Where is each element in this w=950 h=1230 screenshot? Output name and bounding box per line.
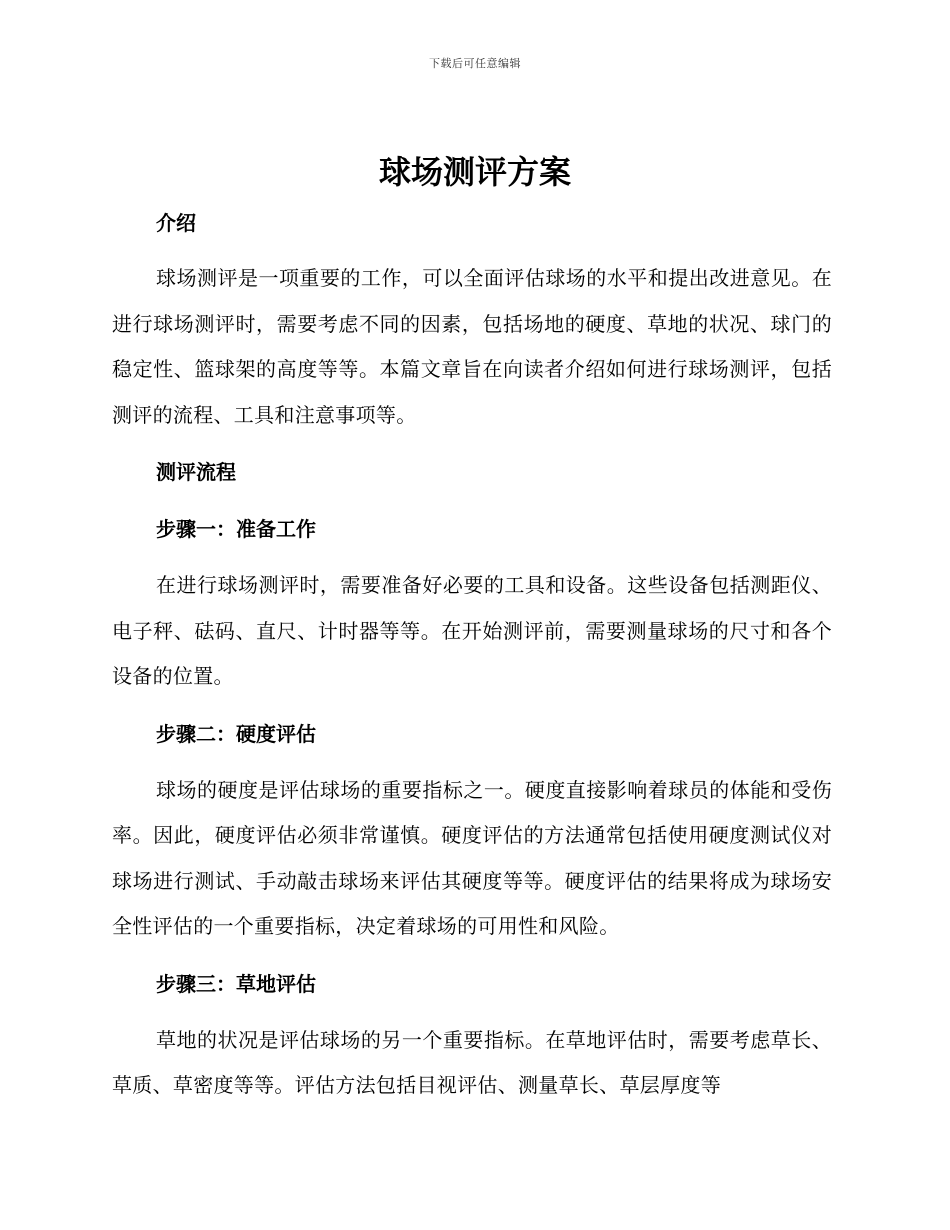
spacer — [112, 757, 832, 768]
document-body — [112, 200, 832, 1109]
heading-process: 测评流程 — [156, 460, 236, 484]
heading-step2: 步骤二：硬度评估 — [156, 721, 316, 746]
heading-step3: 步骤三：草地评估 — [156, 971, 316, 996]
spacer — [112, 438, 832, 449]
header-note: 下载后可任意编辑 — [429, 57, 521, 70]
spacer — [112, 700, 832, 711]
spacer — [112, 950, 832, 961]
paragraph-step1: 在进行球场测评时，需要准备好必要的工具和设备。这些设备包括测距仪、电子秤、砝码、直尺、计时器等等。在开始测评前，需要测量球场的尺寸和各个设备的位置。 — [112, 573, 832, 688]
spacer — [112, 246, 832, 256]
heading-intro: 介绍 — [156, 211, 196, 235]
paragraph-intro: 球场测评是一项重要的工作，可以全面评估球场的水平和提出改进意见。在进行球场测评时，需要考虑不同的因素，包括场地的硬度、草地的状况、球门的稳定性、篮球架的高度等等。本篇文章旨在向读者介绍如何进行球场测评，包括测评的流程、工具和注意事项等。 — [112, 266, 832, 427]
spacer — [112, 552, 832, 563]
heading-step1: 步骤一：准备工作 — [156, 517, 316, 541]
paragraph-step3: 草地的状况是评估球场的另一个重要指标。在草地评估时，需要考虑草长、草质、草密度等等。评估方法包括目视评估、测量草长、草层厚度等 — [112, 1027, 832, 1097]
paragraph-step2: 球场的硬度是评估球场的重要指标之一。硬度直接影响着球员的体能和受伤率。因此，硬度评估必须非常谨慎。硬度评估的方法通常包括使用硬度测试仪对球场进行测试、手动敲击球场来评估其硬度等等。硬度评估的结果将成为球场安全性评估的一个重要指标，决定着球场的可用性和风险。 — [112, 777, 832, 938]
page-title: 球场测评方案 — [378, 153, 571, 191]
spacer — [112, 1007, 832, 1018]
spacer — [112, 495, 832, 506]
